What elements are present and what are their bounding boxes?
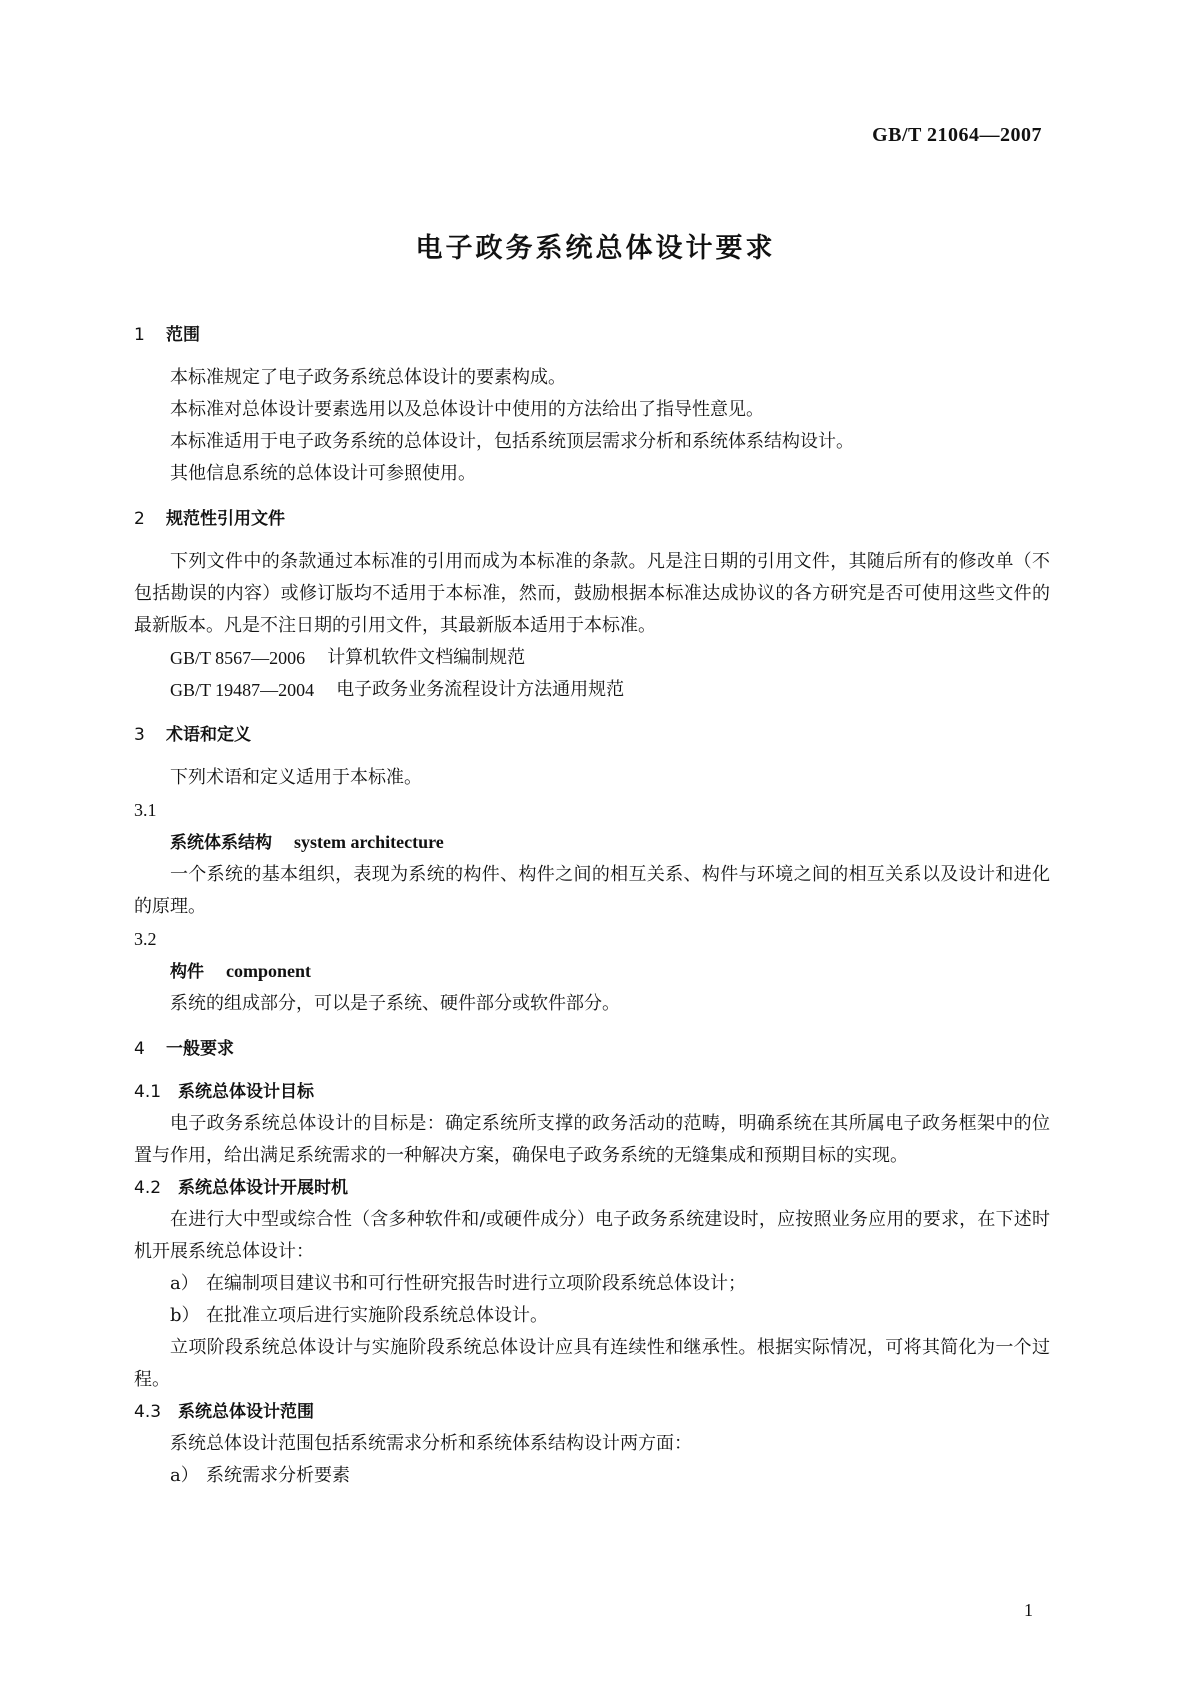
paragraph: 其他信息系统的总体设计可参照使用。 [170,463,476,484]
section-title: 术语和定义 [166,725,251,745]
paragraph: 本标准对总体设计要素选用以及总体设计中使用的方法给出了指导性意见。 [170,399,764,420]
term-definition: 系统的组成部分，可以是子系统、硬件部分或软件部分。 [170,993,620,1014]
list-item [134,1300,1050,1332]
paragraph: 系统总体设计范围包括系统需求分析和系统体系结构设计两方面： [170,1433,692,1454]
term-number: 3.1 [134,800,157,820]
subsection-number: 4.1 [134,1082,162,1102]
section-title: 规范性引用文件 [166,509,285,529]
paragraph: 下列术语和定义适用于本标准。 [170,767,422,788]
normative-reference [134,674,1050,706]
section-4-heading [134,1032,1050,1066]
subsection-number: 4.3 [134,1402,162,1422]
section-title: 范围 [166,325,200,345]
term-definition: 一个系统的基本组织，表现为系统的构件、构件之间的相互关系、构件与环境之间的相互关系以及设计和进化的原理。 [134,864,1050,917]
list-marker: a） [170,1273,199,1294]
term-zh: 构件 [170,962,204,982]
page-number: 1 [1024,1600,1033,1620]
list-text: 在批准立项后进行实施阶段系统总体设计。 [206,1305,548,1326]
reference-title: 电子政务业务流程设计方法通用规范 [336,679,625,700]
term-zh: 系统体系结构 [170,833,272,853]
list-item [134,1268,1050,1300]
subsection-4-3-heading [134,1396,1050,1428]
subsection-title: 系统总体设计开展时机 [178,1178,348,1198]
paragraph: 在进行大中型或综合性（含多种软件和/或硬件成分）电子政务系统建设时，应按照业务应用的要求，在下述时机开展系统总体设计： [134,1209,1050,1262]
list-text: 在编制项目建议书和可行性研究报告时进行立项阶段系统总体设计； [206,1273,746,1294]
subsection-4-1-heading [134,1076,1050,1108]
list-marker: a） [170,1465,199,1486]
subsection-title: 系统总体设计目标 [178,1082,314,1102]
section-number: 4 [134,1039,145,1059]
reference-code: GB/T 8567—2006 [170,648,306,668]
list-marker: b） [170,1305,200,1326]
subsection-4-2-heading [134,1172,1050,1204]
subsection-number: 4.2 [134,1178,162,1198]
normative-reference [134,642,1050,674]
term-en: component [226,961,311,981]
list-text: 系统需求分析要素 [206,1465,350,1486]
section-title: 一般要求 [166,1039,234,1059]
term-number: 3.2 [134,929,157,949]
paragraph: 本标准规定了电子政务系统总体设计的要素构成。 [170,367,566,388]
subsection-title: 系统总体设计范围 [178,1402,314,1422]
section-3-heading [134,718,1050,752]
list-item [134,1460,1050,1492]
section-number: 1 [134,325,145,345]
standard-code: GB/T 21064—2007 [872,124,1042,146]
paragraph: 立项阶段系统总体设计与实施阶段系统总体设计应具有连续性和继承性。根据实际情况，可将其简化为一个过程。 [134,1337,1050,1390]
term-en: system architecture [294,832,444,852]
section-1-heading [134,318,1050,352]
section-2-heading [134,502,1050,536]
section-number: 3 [134,725,145,745]
term-entry [134,955,1050,988]
paragraph: 本标准适用于电子政务系统的总体设计，包括系统顶层需求分析和系统体系结构设计。 [170,431,854,452]
reference-code: GB/T 19487—2004 [170,680,315,700]
term-entry [134,826,1050,859]
paragraph: 下列文件中的条款通过本标准的引用而成为本标准的条款。凡是注日期的引用文件，其随后所有的修改单（不包括勘误的内容）或修订版均不适用于本标准，然而，鼓励根据本标准达成协议的各方研究是否可使用这些文件的最新版本。凡是不注日期的引用文件，其最新版本适用于本标准。 [134,551,1050,636]
document-title: 电子政务系统总体设计要求 [415,233,776,264]
paragraph: 电子政务系统总体设计的目标是：确定系统所支撑的政务活动的范畴，明确系统在其所属电子政务框架中的位置与作用，给出满足系统需求的一种解决方案，确保电子政务系统的无缝集成和预期目标的实现。 [134,1113,1050,1166]
section-number: 2 [134,509,145,529]
reference-title: 计算机软件文档编制规范 [327,647,526,668]
document-body [134,318,1050,1492]
